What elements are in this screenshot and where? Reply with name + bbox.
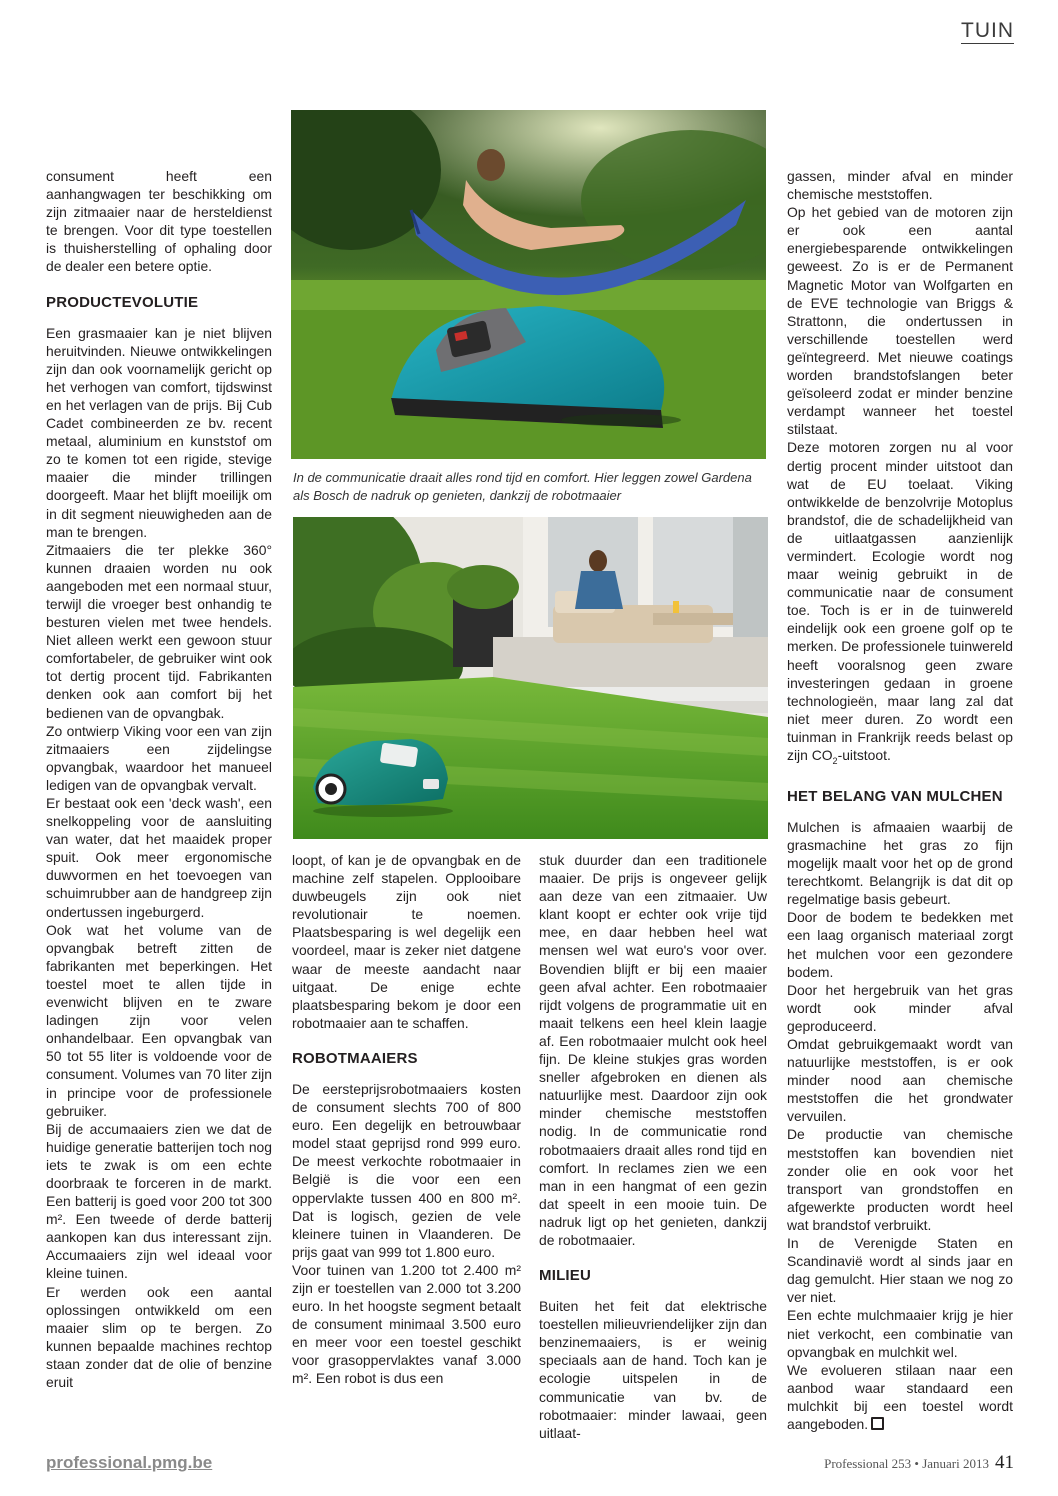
paragraph: Een echte mulchmaaier krijg je hier niet verkocht, een combinatie van opvangbak en mulchkit wel. xyxy=(787,1307,1013,1360)
paragraph: Zo ontwierp Viking voor een van zijn zitmaaiers een zijdelingse opvangbak, waardoor het manueel ledigen van de opvangbak vervalt. xyxy=(46,722,272,793)
page-number: 41 xyxy=(995,1452,1014,1473)
paragraph: Buiten het feit dat elektrische toestellen milieuvriendelijker zijn dan benzinemaaiers, is er weinig speciaals aan de hand. Toch kan je ecologie uitspelen in de communicatie van bv. de robotmaaier: minder lawaai, geen uitlaat- xyxy=(539,1298,767,1441)
paragraph: Voor tuinen van 1.200 tot 2.400 m² zijn er toestellen van 2.000 tot 3.200 euro. In het hoogste segment betaalt de consument minimaal 3.500 euro en meer voor een toestel geschikt voor grasoppervlaktes vanaf 3.000 m². Een robot is dus een xyxy=(292,1261,521,1387)
photo-caption: In de communicatie draait alles rond tijd en comfort. Hier leggen zowel Gardena als Bosch de nadruk op genieten, dankzij de robotmaaier xyxy=(293,470,752,503)
paragraph: stuk duurder dan een traditionele maaier. De prijs is ongeveer gelijk aan deze van een zitmaaier. Uw klant koopt er echter ook vrije tijd mee, en daar hebben heel wat mensen wel wat euro's voor over. Bovendien blijft er bij een maaier geen afval achter. Een robotmaaier rijdt volgens de programmatie uit en maait telkens een heel klein laagje af. Een robotmaaier mulcht ook heel fijn. De kleine stukjes gras worden sneller afgebroken en dienen als natuurlijke mest. Daardoor zijn ook minder chemische meststoffen nodig. In de communicatie rond robotmaaiers draait alles rond tijd en comfort. In reclames zien we een man in een hangmat of een gezin dat speelt in een mooie tuin. De nadruk ligt op het genieten, dankzij de robotmaaier. xyxy=(539,852,767,1248)
article-column-4 xyxy=(787,167,1013,1433)
article-column-2 xyxy=(292,851,521,1388)
footer-url-link[interactable]: professional.pmg.be xyxy=(46,1453,213,1472)
paragraph: Een grasmaaier kan je niet blijven heruitvinden. Nieuwe ontwikkelingen zijn dan ook voornamelijk gericht op het verhogen van comfort, tijdswinst en het verlagen van de prijs. Bij Cub Cadet combineerden ze bv. recent metaal, aluminium en kunststof om zo te komen tot een rigide, stevige maaier die minder trillingen doorgeeft. Maar het blijft moeilijk om in dit segment nieuwigheden aan de man te brengen. xyxy=(46,324,272,540)
photo-hammock-robotmower xyxy=(291,110,766,459)
article-column-1 xyxy=(46,167,272,1391)
heading-mulchen: HET BELANG VAN MULCHEN xyxy=(787,787,1003,805)
paragraph: Op het gebied van de motoren zijn er ook een aantal energiebesparende ontwikkelingen geweest. Zo is er de Permanent Magnetic Motor van Wolfgarten en de EVE technologie van Briggs & Strattonn, die ondertussen in verschillende toestellen werd geïntegreerd. Met nieuwe coatings worden brandstofslangen beter geïsoleerd zodat er minder benzine verdampt wanneer het toestel stilstaat. xyxy=(787,204,1013,438)
paragraph: Bij de accumaaiers zien we dat de huidige generatie batterijen toch nog iets te zwak is om een echte doorbraak te forceren in de markt. Een batterij is goed voor 200 tot 300 m². Een tweede of derde batterij aankopen kan dus interessant zijn. Accumaaiers zijn wel ideaal voor kleine tuinen. xyxy=(46,1120,272,1282)
paragraph: In de Verenigde Staten en Scandinavië wordt al sinds jaar en dag gemulcht. Hier staan we nog zo ver niet. xyxy=(787,1235,1013,1306)
photo-hammock-robotmower-image xyxy=(291,110,766,459)
text-run: -uitstoot. xyxy=(837,747,891,763)
heading-milieu: MILIEU xyxy=(539,1267,592,1285)
subscript: 2 xyxy=(832,755,838,766)
end-mark-icon xyxy=(871,1417,884,1430)
issue-label: Professional 253 • Januari 2013 xyxy=(824,1456,989,1471)
section-tag: TUIN xyxy=(961,19,1014,42)
paragraph: Zitmaaiers die ter plekke 360° kunnen draaien worden nu ook aangeboden met een normaal stuur, terwijl die vroeger best onhandig te besturen vielen met twee hendels. Niet alleen werkt een gewoon stuur comfortabeler, de gebruiker wint ook tot dertig procent tijd. Fabrikanten denken ook aan comfort bij het bedienen van de opvangbak. xyxy=(46,541,272,721)
paragraph xyxy=(787,438,1013,769)
paragraph: De productie van chemische meststoffen kan bovendien niet zonder olie en ook voor het transport van grondstoffen en afgewerkte producten wordt heel wat brandstof verbruikt. xyxy=(787,1126,1013,1233)
paragraph: Er bestaat ook een 'deck wash', een snelkoppeling voor de aansluiting van water, dat het maaidek proper spuit. Ook meer ergonomische duwvormen en het toevoegen van schuimrubber aan de handgreep zijn ondertussen ingeburgerd. xyxy=(46,795,272,920)
article-column-3 xyxy=(539,851,767,1442)
paragraph: Door de bodem te bedekken met een laag organisch materiaal zorgt het mulchen voor een gezondere bodem. xyxy=(787,909,1013,980)
paragraph xyxy=(787,1361,1013,1433)
paragraph: loopt, of kan je de opvangbak en de machine zelf stapelen. Opplooibare duwbeugels zijn ook niet revolutionair te noemen. Plaatsbesparing is wel degelijk een voordeel, maar is zeker niet datgene waar de meeste aandacht naar uitgaat. De enige echte plaatsbesparing bekom je door een robotmaaier aan te schaffen. xyxy=(292,852,521,1031)
heading-productevolutie: PRODUCTEVOLUTIE xyxy=(46,293,199,311)
heading-robotmaaiers: ROBOTMAAIERS xyxy=(292,1049,418,1067)
paragraph: Mulchen is afmaaien waarbij de grasmachine het gras zo fijn mogelijk maalt voor het op de grond terechtkomt. Belangrijk is dat dit op regelmatige basis gebeurt. xyxy=(787,818,1013,908)
footer-issue-info xyxy=(824,1452,1014,1474)
photo-terrace-robotmower-image xyxy=(293,517,768,839)
photo-terrace-robotmower xyxy=(293,517,768,839)
paragraph: consument heeft een aanhangwagen ter beschikking om zijn zitmaaier naar de hersteldienst te brengen. Voor dit type toestellen is thuisherstelling of ophaling door de dealer een betere optie. xyxy=(46,168,272,275)
paragraph: Er werden ook een aantal oplossingen ontwikkeld om een maaier slim op te bergen. Zo kunnen bepaalde machines rechtop staan zonder dat de olie of benzine eruit xyxy=(46,1283,272,1390)
paragraph: gassen, minder afval en minder chemische meststoffen. xyxy=(787,168,1013,203)
paragraph: Door het hergebruik van het gras wordt ook minder afval geproduceerd. xyxy=(787,981,1013,1034)
text-run: Deze motoren zorgen nu al voor dertig procent minder uitstoot dan wat de EU toelaat. Viking ontwikkelde de benzolvrije Motoplus brandstof, die de schadelijkheid van de uitlaatgassen aanzienlijk vermindert. Ecologie wordt nog maar weinig gebruikt in de communicatie naar de consument toe. Toch is er in de tuinwereld eindelijk ook een groene golf op te merken. De professionele tuinwereld heeft vooralsnog geen zware investeringen gedaan in groene technologieën, maar lang zal dat niet meer duren. Zo wordt een tuinman in Frankrijk reeds belast op zijn CO xyxy=(787,439,1013,763)
paragraph: De eersteprijsrobotmaaiers kosten de consument slechts 700 of 800 euro. Een degelijk en betrouwbaar model staat geprijsd rond 999 euro. De meest verkochte robotmaaier in België is die voor een een oppervlakte tussen 400 en 800 m². Dat is logisch, gezien de vele kleinere tuinen in Vlaanderen. De prijs gaat van 999 tot 1.800 euro. xyxy=(292,1080,521,1260)
paragraph: Omdat gebruikgemaakt wordt van natuurlijke meststoffen, is er ook minder nood aan chemische meststoffen die het grondwater vervuilen. xyxy=(787,1036,1013,1125)
text-run: We evolueren stilaan naar een aanbod waar standaard een mulchkit bij een toestel wordt aangeboden. xyxy=(787,1361,1013,1432)
paragraph: Ook wat het volume van de opvangbak betreft zitten de fabrikanten met beperkingen. Het toestel moet te allen tijde in evenwicht blijven en te zware ladingen zijn voor velen onhandelbaar. Een opvangbak van 50 tot 55 liter is voldoende voor de consument. Volumes van 70 liter zijn in principe voor de professionele gebruiker. xyxy=(46,921,272,1119)
